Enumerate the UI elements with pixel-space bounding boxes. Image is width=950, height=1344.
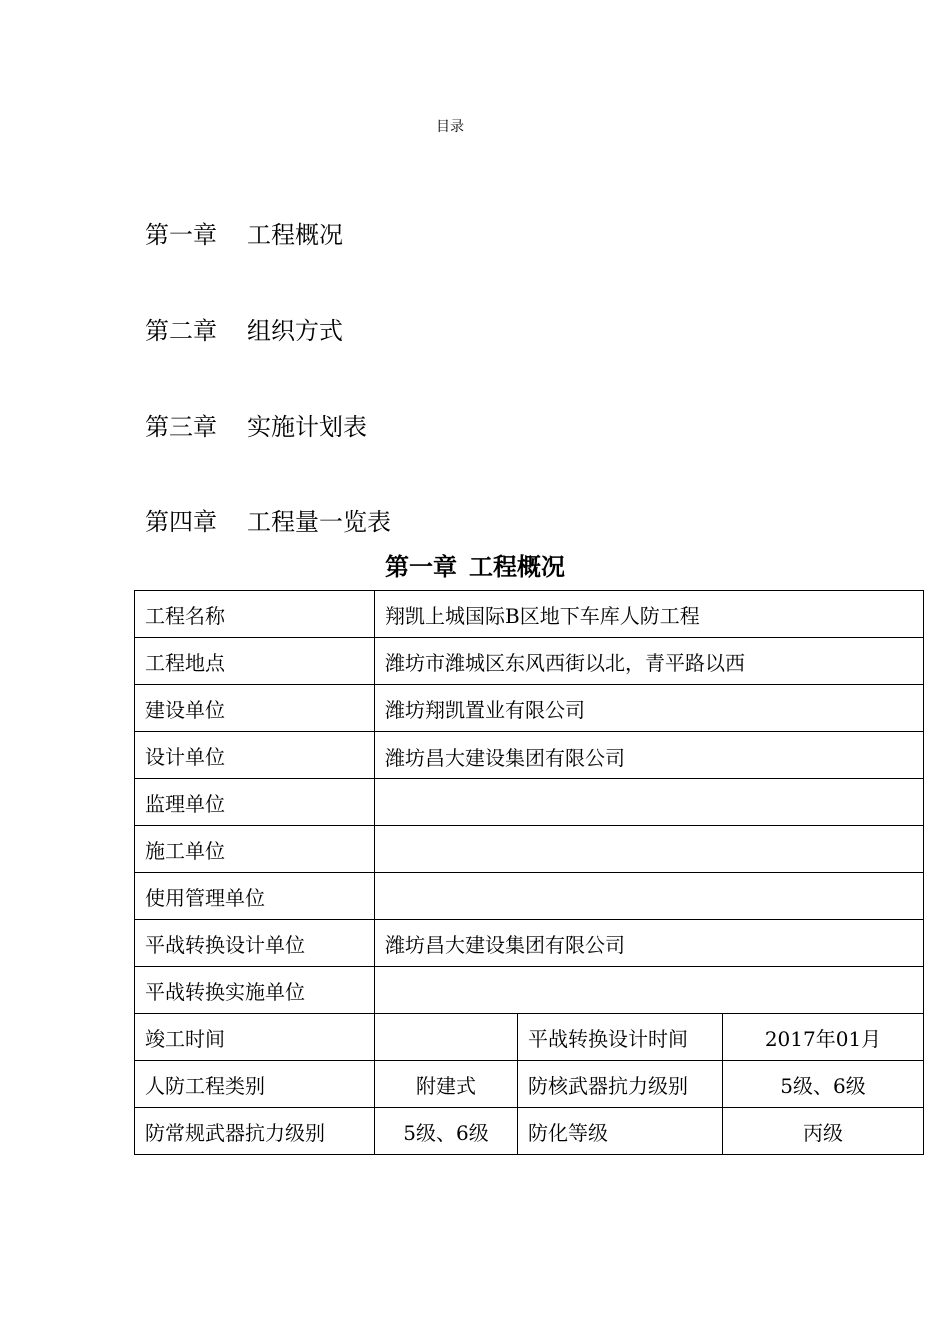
row-label: 平战转换设计时间 [518,1014,723,1061]
row-value: 翔凯上城国际B区地下车库人防工程 [375,591,924,638]
row-label: 平战转换实施单位 [135,967,375,1014]
row-value: 潍坊昌大建设集团有限公司 [375,920,924,967]
row-value: 丙级 [723,1108,924,1155]
row-value [375,779,924,826]
chapter-title: 工程概况 [469,553,565,581]
row-label: 建设单位 [135,685,375,732]
row-label: 竣工时间 [135,1014,375,1061]
row-label: 防核武器抗力级别 [518,1061,723,1108]
toc-chapter-title: 工程概况 [247,221,343,249]
project-info-table [134,590,924,1155]
row-value: 潍坊市潍城区东风西街以北，青平路以西 [375,638,924,685]
toc-chapter-number: 第二章 [145,317,217,345]
row-value [375,873,924,920]
table-row [135,1108,924,1155]
table-row [135,873,924,920]
toc-item-chapter-2 [145,316,343,346]
row-value: 附建式 [375,1061,518,1108]
row-label: 防化等级 [518,1108,723,1155]
row-value [375,826,924,873]
row-value: 潍坊昌大建设集团有限公司 [375,732,924,779]
table-row [135,920,924,967]
table-row [135,685,924,732]
toc-title: 目录 [436,119,464,135]
toc-item-chapter-4 [145,507,391,537]
table-row [135,1014,924,1061]
row-value [375,967,924,1014]
toc-item-chapter-1 [145,220,343,250]
table-row [135,638,924,685]
row-value: 5级、6级 [723,1061,924,1108]
row-label: 防常规武器抗力级别 [135,1108,375,1155]
row-label: 工程名称 [135,591,375,638]
toc-chapter-title: 组织方式 [247,317,343,345]
table-row [135,967,924,1014]
row-label: 监理单位 [135,779,375,826]
row-value: 5级、6级 [375,1108,518,1155]
chapter-number: 第一章 [385,553,457,581]
row-label: 使用管理单位 [135,873,375,920]
row-label: 工程地点 [135,638,375,685]
table-row [135,779,924,826]
table-row [135,1061,924,1108]
row-label: 平战转换设计单位 [135,920,375,967]
toc-item-chapter-3 [145,412,367,442]
row-value: 2017年01月 [723,1014,924,1061]
row-label: 施工单位 [135,826,375,873]
row-value: 潍坊翔凯置业有限公司 [375,685,924,732]
row-label: 设计单位 [135,732,375,779]
toc-chapter-number: 第四章 [145,508,217,536]
toc-chapter-number: 第三章 [145,413,217,441]
toc-chapter-title: 工程量一览表 [247,508,391,536]
row-value [375,1014,518,1061]
toc-chapter-number: 第一章 [145,221,217,249]
table-row [135,591,924,638]
table-row [135,732,924,779]
table-row [135,826,924,873]
chapter-heading [0,551,950,583]
toc-chapter-title: 实施计划表 [247,413,367,441]
row-label: 人防工程类别 [135,1061,375,1108]
